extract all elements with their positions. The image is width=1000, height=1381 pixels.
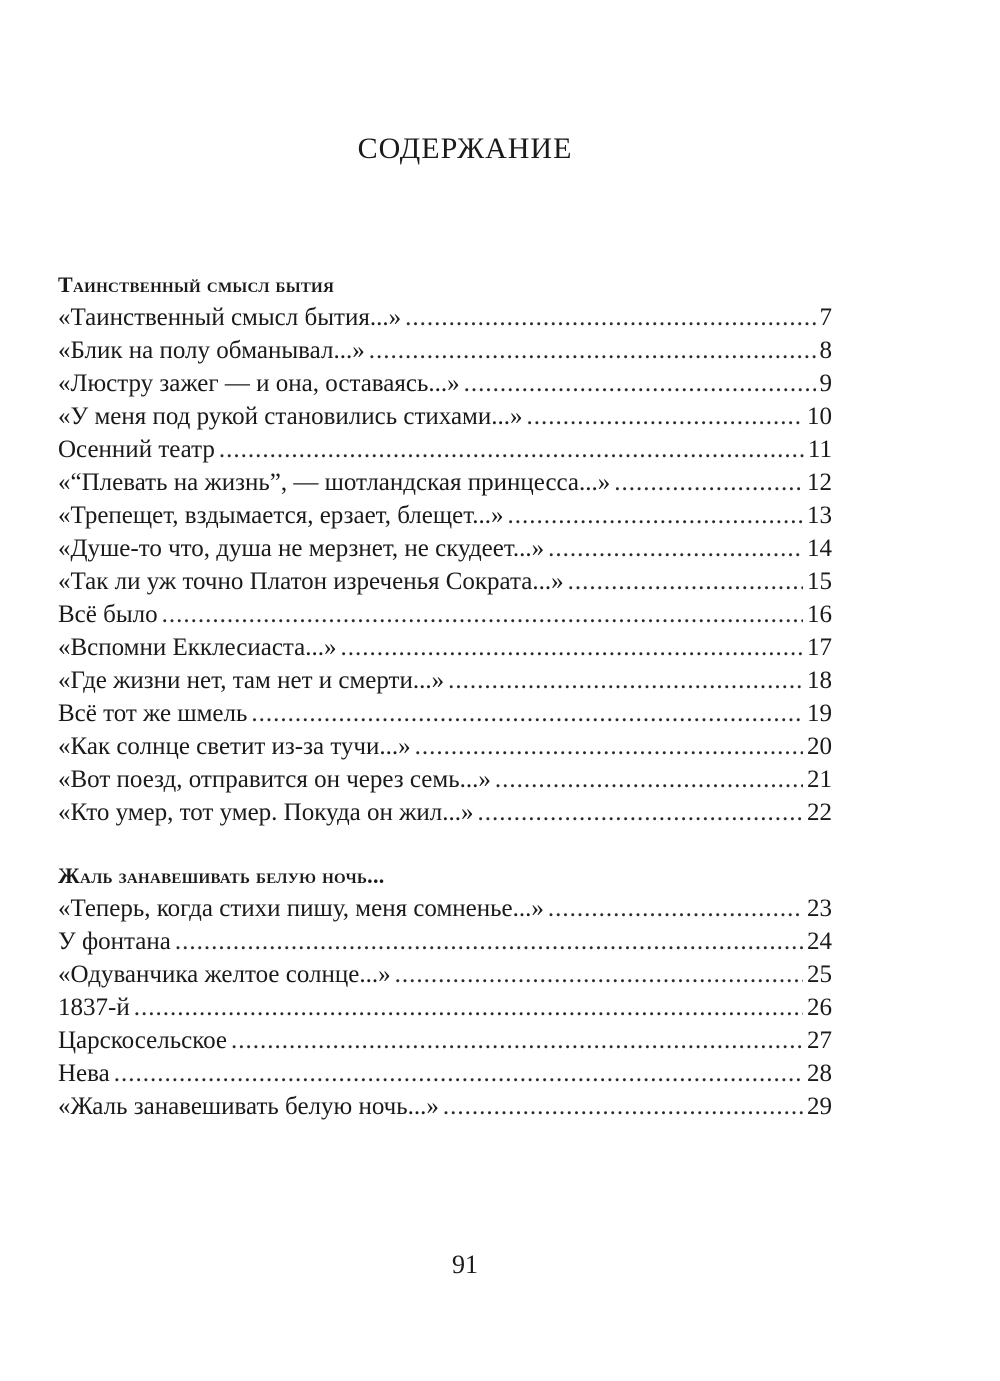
- toc-entry: [58, 301, 832, 334]
- entry-page-number: 27: [807, 1027, 832, 1054]
- entry-title: Осенний театр: [58, 436, 215, 463]
- entry-title: «Трепещет, вздымается, ерзает, блещет...»: [58, 502, 504, 529]
- toc-entry: [58, 367, 832, 400]
- toc-entry: [58, 1057, 832, 1090]
- entry-title: «Вот поезд, отправится он через семь...»: [58, 766, 491, 793]
- toc-entry: [58, 958, 832, 991]
- entry-title: «У меня под рукой становились стихами...»: [58, 403, 523, 430]
- toc-entry: [58, 763, 832, 796]
- toc-entry: [58, 400, 832, 433]
- dot-leader: [443, 1090, 803, 1123]
- dot-leader: [448, 664, 803, 697]
- dot-leader: [341, 631, 803, 664]
- toc-entry: [58, 1090, 832, 1123]
- entry-title: «Так ли уж точно Платон изреченья Сократа...»: [58, 568, 564, 595]
- dot-leader: [405, 301, 815, 334]
- entry-title: «Блик на полу обманывал...»: [58, 337, 365, 364]
- section-heading: Таинственный смысл бытия: [58, 272, 335, 297]
- toc-entry: [58, 991, 832, 1024]
- dot-leader: [415, 730, 803, 763]
- toc-entry: [58, 433, 832, 466]
- entry-title: «Люстру зажег — и она, оставаясь...»: [58, 370, 460, 397]
- dot-leader: [508, 499, 803, 532]
- toc-entry: [58, 892, 832, 925]
- entry-page-number: 15: [807, 568, 832, 595]
- dot-leader: [527, 400, 803, 433]
- entry-title: «Как солнце светит из-за тучи...»: [58, 733, 411, 760]
- toc-entry: [58, 499, 832, 532]
- entry-page-number: 21: [807, 766, 832, 793]
- entry-page-number: 25: [807, 961, 832, 988]
- entry-title: Всё тот же шмель: [58, 700, 248, 727]
- entry-title: «Теперь, когда стихи пишу, меня сомненье...»: [58, 895, 544, 922]
- entry-page-number: 7: [819, 304, 832, 331]
- entry-page-number: 24: [807, 928, 832, 955]
- entry-title: Всё было: [58, 601, 158, 628]
- entry-page-number: 26: [807, 994, 832, 1021]
- entry-page-number: 12: [807, 469, 832, 496]
- entry-page-number: 11: [807, 436, 832, 463]
- dot-leader: [395, 958, 803, 991]
- dot-leader: [251, 697, 803, 730]
- toc-entry: [58, 1024, 832, 1057]
- entry-page-number: 17: [807, 634, 832, 661]
- entry-title: «Одуванчика желтое солнце...»: [58, 961, 391, 988]
- dot-leader: [464, 367, 816, 400]
- entry-title: У фонтана: [58, 928, 171, 955]
- toc-entry: [58, 598, 832, 631]
- toc-section: [58, 268, 832, 829]
- entry-page-number: 10: [807, 403, 832, 430]
- toc-entry: [58, 925, 832, 958]
- dot-leader: [548, 892, 803, 925]
- entry-page-number: 29: [807, 1093, 832, 1120]
- entry-page-number: 14: [807, 535, 832, 562]
- page-title: СОДЕРЖАНИЕ: [357, 132, 573, 165]
- entry-page-number: 18: [807, 667, 832, 694]
- page-number: 91: [452, 1250, 478, 1279]
- entry-title: «Где жизни нет, там нет и смерти...»: [58, 667, 445, 694]
- dot-leader: [568, 565, 803, 598]
- entry-page-number: 8: [819, 337, 832, 364]
- toc-entry: [58, 532, 832, 565]
- dot-leader: [219, 433, 804, 466]
- entry-title: Царскосельское: [58, 1027, 227, 1054]
- entry-title: «Таинственный смысл бытия...»: [58, 304, 402, 331]
- entry-title: 1837-й: [58, 994, 130, 1021]
- entry-title: «“Плевать на жизнь”, — шотландская принцесса...»: [58, 469, 611, 496]
- toc-entry: [58, 730, 832, 763]
- toc-entry: [58, 466, 832, 499]
- toc-section: [58, 859, 832, 1123]
- entry-title: «Жаль занавешивать белую ночь...»: [58, 1093, 439, 1120]
- toc-entry: [58, 334, 832, 367]
- dot-leader: [175, 925, 803, 958]
- entry-title: «Душе-то что, душа не мерзнет, не скудеет...»: [58, 535, 545, 562]
- dot-leader: [162, 598, 803, 631]
- toc-entry: [58, 796, 832, 829]
- entry-page-number: 28: [807, 1060, 832, 1087]
- entry-page-number: 13: [807, 502, 832, 529]
- entry-page-number: 23: [807, 895, 832, 922]
- dot-leader: [114, 1057, 803, 1090]
- entry-page-number: 22: [807, 799, 832, 826]
- entry-page-number: 19: [807, 700, 832, 727]
- dot-leader: [134, 991, 803, 1024]
- dot-leader: [369, 334, 816, 367]
- toc-entry: [58, 565, 832, 598]
- table-of-contents: [58, 268, 832, 1123]
- dot-leader: [614, 466, 803, 499]
- toc-entry: [58, 697, 832, 730]
- entry-title: «Кто умер, тот умер. Покуда он жил...»: [58, 799, 474, 826]
- dot-leader: [495, 763, 803, 796]
- dot-leader: [478, 796, 803, 829]
- entry-page-number: 20: [807, 733, 832, 760]
- entry-title: Нева: [58, 1060, 110, 1087]
- entry-title: «Вспомни Екклесиаста...»: [58, 634, 337, 661]
- dot-leader: [548, 532, 803, 565]
- section-heading: Жаль занавешивать белую ночь...: [58, 863, 385, 888]
- entry-page-number: 16: [807, 601, 832, 628]
- toc-entry: [58, 664, 832, 697]
- dot-leader: [231, 1024, 803, 1057]
- toc-entry: [58, 631, 832, 664]
- entry-page-number: 9: [819, 370, 832, 397]
